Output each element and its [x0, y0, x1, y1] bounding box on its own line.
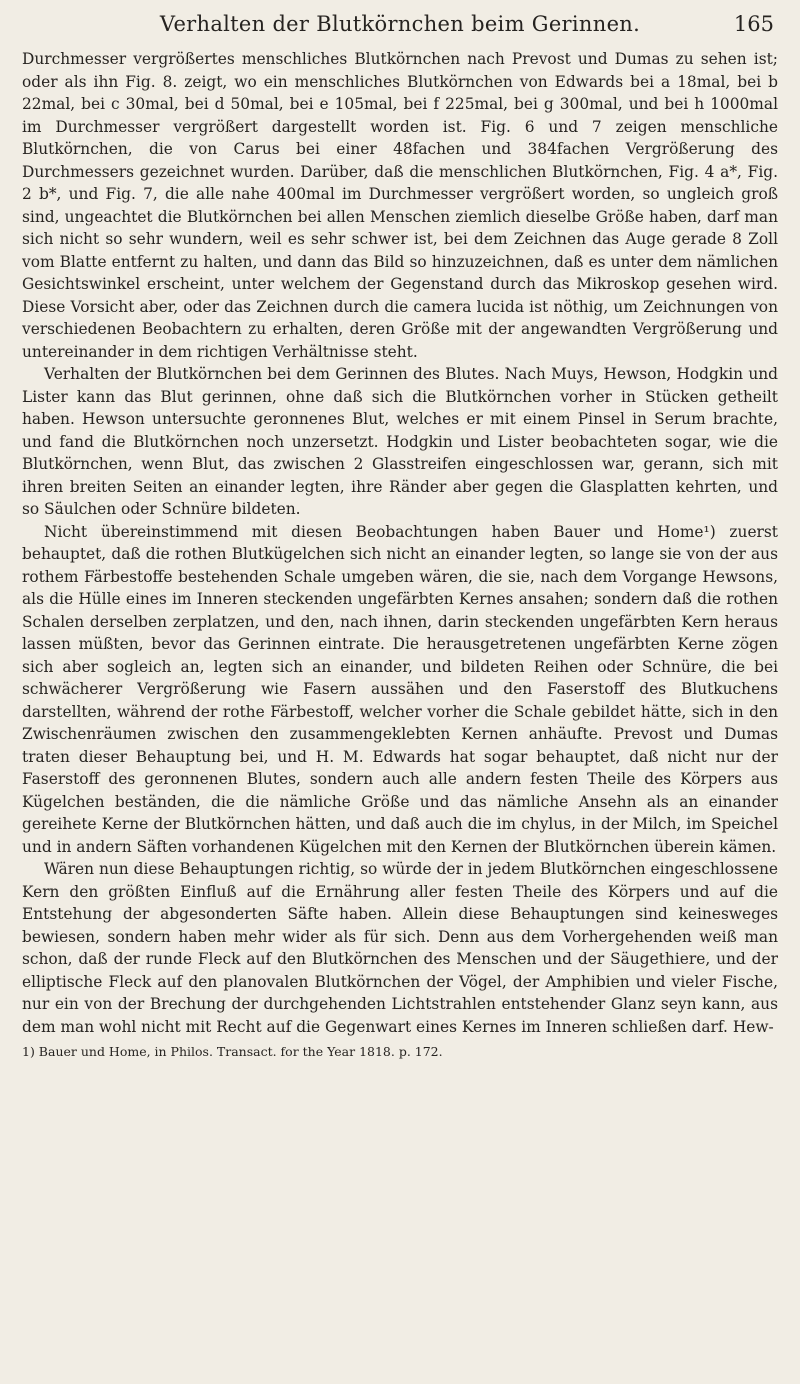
running-head: [22, 10, 778, 42]
running-head-title: Verhalten der Blutkörnchen beim Gerinnen.: [159, 12, 641, 36]
paragraph-continuation: Durchmesser vergrößertes menschliches Blutkörnchen nach Prevost und Dumas zu sehen ist; oder als ihn Fig. 8. zeigt, wo ein menschliches Blutkörnchen von Edwards bei a 18mal, bei b 22mal, bei c 30mal, bei d 50mal, bei e 105mal, bei f 225mal, bei g 300mal, und bei h 1000mal im Durchmesser vergrößert dargestellt worden ist. Fig. 6 und 7 zeigen menschliche Blutkörnchen, die von Carus bei einer 48fachen und 384fachen Vergrößerung des Durchmessers gezeichnet wurden. Darüber, daß die menschlichen Blutkörnchen, Fig. 4 a*, Fig. 2 b*, und Fig. 7, die alle nahe 400mal im Durchmesser vergrößert worden, so ungleich groß sind, ungeachtet die Blutkörnchen bei allen Menschen ziemlich dieselbe Größe haben, darf man sich nicht so sehr wundern, weil es sehr schwer ist, bei dem Zeichnen das Auge gerade 8 Zoll vom Blatte entfernt zu halten, und dann das Bild so hinzuzeichnen, daß es unter dem nämlichen Gesichtswinkel erscheint, unter welchem der Gegenstand durch das Mikroskop gesehen wird. Diese Vorsicht aber, oder das Zeichnen durch die camera lucida ist nöthig, um Zeichnungen von verschiedenen Beobachtern zu erhalten, deren Größe mit der angewandten Vergrößerung und untereinander in dem richtigen Verhältnisse steht.: [22, 50, 778, 361]
body-text: [22, 48, 778, 1038]
paragraph-coagulation-intro: Verhalten der Blutkörnchen bei dem Gerinnen des Blutes. Nach Muys, Hewson, Hodgkin und Lister kann das Blut gerinnen, ohne daß sich die Blutkörnchen vorher in Stücken getheilt haben. Hewson untersuchte geronnenes Blut, welches er mit einem Pinsel in Serum brachte, und fand die Blutkörnchen noch unzersetzt. Hodgkin und Lister beobachteten sogar, wie die Blutkörnchen, wenn Blut, das zwischen 2 Glasstreifen eingeschlossen war, gerann, sich mit ihren breiten Seiten an einander legten, ihre Ränder aber gegen die Glasplatten kehrten, und so Säulchen oder Schnüre bildeten.: [22, 365, 778, 518]
footnote: 1) Bauer und Home, in Philos. Transact. for the Year 1818. p. 172.: [22, 1044, 443, 1059]
paragraph-bauer-home: Nicht übereinstimmend mit diesen Beobachtungen haben Bauer und Home¹) zuerst behauptet, daß die rothen Blutkügelchen sich nicht an einander legten, so lange sie von der aus rothem Färbestoffe bestehenden Schale umgeben wären, die sie, nach dem Vorgange Hewsons, als die Hülle eines im Inneren steckenden ungefärbten Kernes ansahen; sondern daß die rothen Schalen derselben zerplatzen, und den, nach ihnen, darin steckenden ungefärbten Kern heraus lassen müßten, bevor das Gerinnen eintrate. Die herausgetretenen ungefärbten Kerne zögen sich aber sogleich an, legten sich an einander, und bildeten Reihen oder Schnüre, die bei schwächerer Vergrößerung wie Fasern aussähen und den Faserstoff des Blutkuchens darstellten, während der rothe Färbestoff, welcher vorher die Schale gebildet hätte, sich in den Zwischenräumen zwischen den zusammengeklebten Kernen anhäufte. Prevost und Dumas traten dieser Behauptung bei, und H. M. Edwards hat sogar behauptet, daß nicht nur der Faserstoff des geronnenen Blutes, sondern auch alle andern festen Theile des Körpers aus Kügelchen beständen, die die nämliche Größe und das nämliche Ansehn als an einander gereihete Kerne der Blutkörnchen hätten, und daß auch die im chylus, in der Milch, im Speichel und in andern Säften vorhandenen Kügelchen mit den Kernen der Blutkörnchen überein kämen.: [22, 522, 778, 856]
paragraph-conclusion: Wären nun diese Behauptungen richtig, so würde der in jedem Blutkörnchen eingeschlossene Kern den größten Einfluß auf die Ernährung aller festen Theile des Körpers und auf die Entstehung der abgesonderten Säfte haben. Allein diese Behauptungen sind keinesweges bewiesen, sondern haben mehr wider als für sich. Denn aus dem Vorhergehenden weiß man schon, daß der runde Fleck auf den Blutkörnchen des Menschen und der Säugethiere, und der elliptische Fleck auf den planovalen Blutkörnchen der Vögel, der Amphibien und vieler Fische, nur ein von der Brechung der durchgehenden Lichtstrahlen entstehender Glanz seyn kann, aus dem man wohl nicht mit Recht auf die Gegenwart eines Kernes im Inneren schließen darf. Hew-: [22, 860, 778, 1036]
page-number: 165: [733, 12, 774, 36]
